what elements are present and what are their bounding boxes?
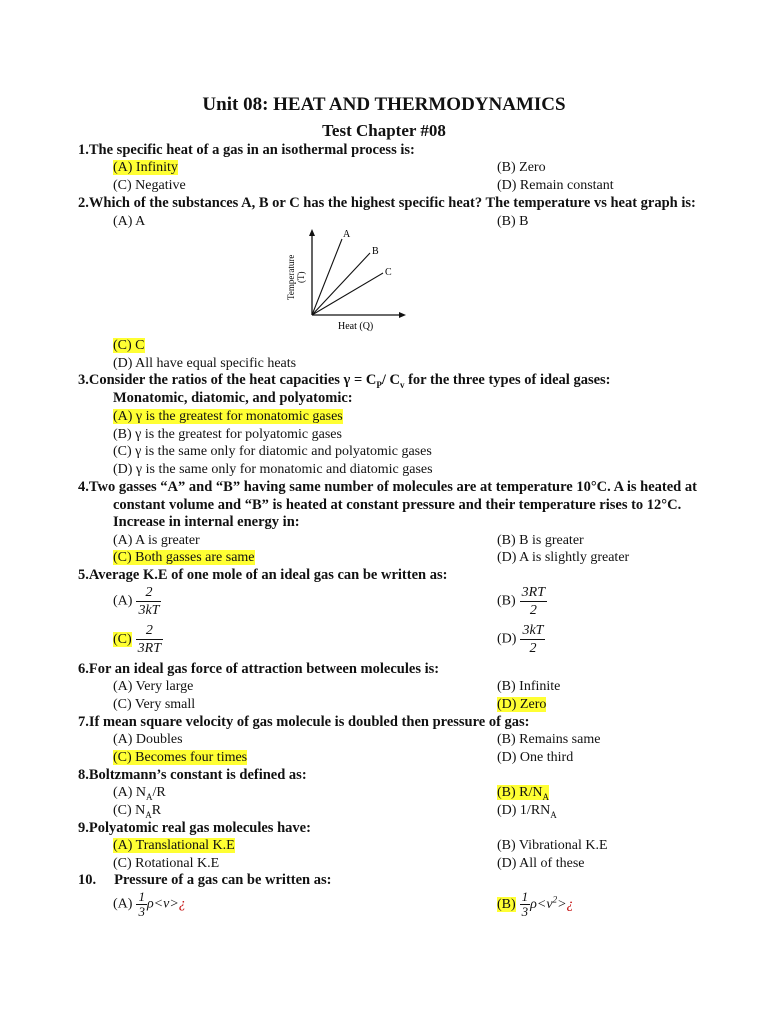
y-axis-label: Temperature	[286, 254, 296, 300]
question-text: The specific heat of a gas in an isothermal process is:	[88, 142, 415, 158]
question-3-text-line2: Monatomic, diatomic, and polyatomic:	[113, 390, 353, 406]
q2-option-c[interactable]: (C) C	[113, 338, 145, 353]
q3-option-c[interactable]: (C) γ is the same only for diatomic and polyatomic gases	[113, 444, 432, 459]
line-a	[312, 239, 342, 315]
line-a-label: A	[343, 229, 351, 240]
q7-option-c[interactable]: (C) Becomes four times	[113, 750, 248, 765]
q8-option-b[interactable]: (B) $R/N_A$	[497, 785, 549, 802]
q7-option-b[interactable]: (B) Remains same	[497, 732, 601, 747]
question-8	[78, 767, 307, 784]
question-text: For an ideal gas force of attraction between molecules is:	[88, 661, 440, 677]
question-4-text-line2: constant volume and “B” is heated at constant pressure and their temperature rises to 12°C.	[113, 497, 682, 513]
page-subtitle: Test Chapter #08	[322, 121, 446, 140]
fraction: $\frac{3kT}{2}$	[522, 623, 544, 656]
question-number: 3.	[78, 372, 89, 388]
question-text: Boltzmann’s constant is defined as:	[88, 767, 307, 783]
q3-option-a[interactable]: (A) γ is the greatest for monatomic gases	[113, 409, 343, 424]
question-text: Average K.E of one mole of an ideal gas can be written as:	[88, 567, 448, 583]
q2-option-a[interactable]: (A) A	[113, 214, 146, 229]
q5-option-c[interactable]: (C) $\frac{2}{3RT}$	[113, 623, 162, 656]
q1-option-d[interactable]: (D) Remain constant	[497, 178, 614, 193]
question-number: 5.	[78, 567, 89, 583]
question-number: 9.	[78, 820, 89, 836]
q6-option-c[interactable]: (C) Very small	[113, 697, 196, 712]
question-number: 2.	[78, 195, 89, 211]
q9-option-d[interactable]: (D) All of these	[497, 856, 585, 871]
question-text: Polyatomic real gas molecules have:	[88, 820, 311, 836]
q4-option-a[interactable]: (A) A is greater	[113, 533, 200, 548]
line-c-label: C	[385, 267, 392, 278]
question-text: Two gasses “A” and “B” having same number of molecules are at temperature 10°C. A is heated at	[88, 479, 697, 495]
fraction: $\frac{2}{3RT}$	[137, 623, 162, 656]
question-text: If mean square velocity of gas molecule is doubled then pressure of gas:	[88, 714, 530, 730]
question-1	[78, 142, 415, 159]
q1-option-c[interactable]: (C) Negative	[113, 178, 186, 193]
fraction: $\frac{1}{3}$	[521, 889, 529, 919]
q5-option-b[interactable]: (B) $\frac{3RT}{2}$	[497, 585, 546, 618]
question-2	[78, 195, 696, 212]
q3-option-b[interactable]: (B) γ is the greatest for polyatomic gases	[113, 427, 342, 442]
line-c	[312, 273, 383, 315]
q4-option-b[interactable]: (B) B is greater	[497, 533, 584, 548]
q6-option-d[interactable]: (D) Zero	[497, 697, 547, 712]
question-10	[78, 872, 331, 889]
question-number: 8.	[78, 767, 89, 783]
q7-option-a[interactable]: (A) Doubles	[113, 732, 183, 747]
line-b	[312, 253, 370, 315]
q9-option-b[interactable]: (B) Vibrational K.E	[497, 838, 608, 853]
question-9	[78, 820, 311, 837]
question-number: 6.	[78, 661, 89, 677]
fraction: $\frac{2}{3kT}$	[138, 585, 160, 618]
q2-option-d[interactable]: (D) All have equal specific heats	[113, 356, 297, 371]
question-number: 7.	[78, 714, 89, 730]
question-number: 1.	[78, 142, 89, 158]
x-axis-label: Heat (Q)	[338, 321, 374, 332]
question-text: Which of the substances A, B or C has the highest specific heat? The temperature vs heat graph is:	[88, 195, 696, 211]
line-b-label: B	[372, 246, 379, 257]
q2-option-b[interactable]: (B) B	[497, 214, 529, 229]
y-axis-arrow	[309, 229, 315, 236]
q7-option-d[interactable]: (D) One third	[497, 750, 574, 765]
page-title: Unit 08: HEAT AND THERMODYNAMICS	[202, 94, 566, 115]
x-axis-arrow	[399, 312, 406, 318]
question-6	[78, 661, 439, 678]
q3-option-d[interactable]: (D) γ is the same only for monatomic and diatomic gases	[113, 462, 433, 477]
question-text: Pressure of a gas can be written as:	[114, 872, 332, 888]
q1-option-a[interactable]: (A) Infinity	[113, 160, 178, 175]
q6-option-a[interactable]: (A) Very large	[113, 679, 194, 694]
fraction: $\frac{3RT}{2}$	[521, 585, 546, 618]
q5-option-a[interactable]: (A) $\frac{2}{3kT}$	[113, 585, 160, 618]
y-axis-unit: (T)	[296, 271, 306, 283]
q10-option-a[interactable]: (A) $\frac{1}{3}$ ρ<v>¿	[113, 889, 186, 919]
question-4	[78, 479, 697, 496]
question-3: 3.Consider the ratios of the heat capacities $\gamma = C_P/$ $C_v$ for the three types of ideal gases:	[78, 372, 611, 390]
q9-option-c[interactable]: (C) Rotational K.E	[113, 856, 220, 871]
temperature-heat-graph	[280, 225, 410, 337]
q10-option-b[interactable]: (B) $\frac{1}{3}$ $\rho<v^2>¿$	[497, 889, 574, 919]
q4-option-c[interactable]: (C) Both gasses are same	[113, 550, 255, 565]
question-number: 10.	[78, 872, 97, 888]
q1-option-b[interactable]: (B) Zero	[497, 160, 546, 175]
question-7	[78, 714, 530, 731]
q4-option-d[interactable]: (D) A is slightly greater	[497, 550, 630, 565]
q8-option-a[interactable]: (A) $N_A/R$	[113, 785, 166, 802]
q5-option-d[interactable]: (D) $\frac{3kT}{2}$	[497, 623, 544, 656]
question-5	[78, 567, 447, 584]
question-4-text-line3: Increase in internal energy in:	[113, 514, 300, 530]
question-number: 4.	[78, 479, 89, 495]
q9-option-a[interactable]: (A) Translational K.E	[113, 838, 235, 853]
q8-option-c[interactable]: (C) $N_AR$	[113, 803, 162, 820]
q8-option-d[interactable]: (D) $1/RN_A$	[497, 803, 557, 820]
q6-option-b[interactable]: (B) Infinite	[497, 679, 561, 694]
fraction: $\frac{1}{3}$	[138, 889, 145, 919]
